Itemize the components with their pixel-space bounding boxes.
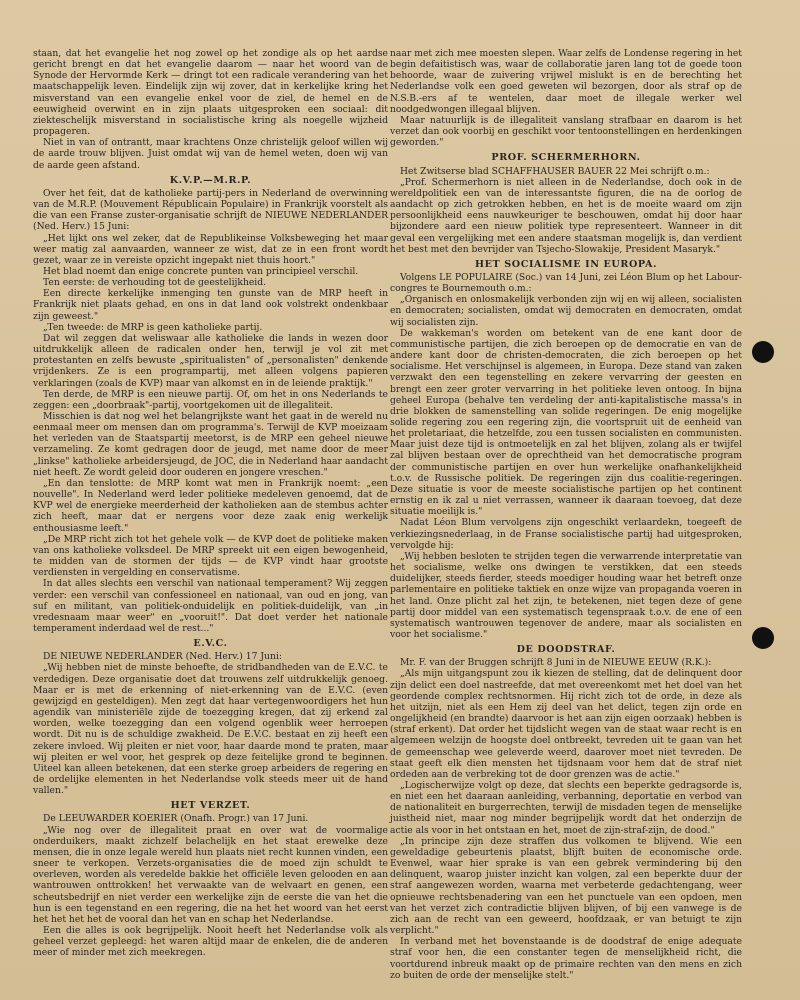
paragraph: „De MRP richt zich tot het gehele volk — de KVP doet de politieke maken van ons katholieke volksdeel. De MRP spreekt uit een eigen bewogenheid, te midden van de stormen der tijds — de KVP vindt haar grootste verdiensten in vergelding en conservatisme. (33, 533, 388, 579)
paragraph: „Organisch en onlosmakelijk verbonden zijn wij en wij alleen, socialisten en democraten; socialisten, omdat wij democraten en democraten, omdat wij socialisten zijn. (390, 294, 742, 328)
paragraph: naar met zich mee moesten slepen. Waar zelfs de Londense regering in het begin defaitistisch was, waar de collaboratie jaren lang tot de goede toon behoorde, waar de zuivering vrijwel mislukt is en de berechting het Nederlandse volk een goed geweten wil bezorgen, door als straf op de N.S.B.-ers af te wentelen, daar moet de illegale werker wel noodgedwongen illegaal blijven. (390, 48, 742, 115)
section-heading: HET VERZET. (170, 800, 251, 812)
paragraph: De LEEUWARDER KOERIER (Onafh. Progr.) van 17 Juni. (43, 813, 309, 825)
paragraph: Mr. F. van der Bruggen schrijft 8 Juni in de NIEUWE EEUW (R.K.): (400, 657, 712, 669)
left-column (33, 48, 388, 959)
paragraph: „Ten tweede: de MRP is geen katholieke partij. (43, 321, 263, 333)
paragraph: DE NIEUWE NEDERLANDER (Ned. Herv.) 17 Juni: (43, 651, 282, 663)
paragraph: „Wie nog over de illegaliteit praat en over wat de voormalige onderduikers, maakt zichzelf belachelijk en het staat erewelke deze mensen, die in onze legale wereld hun plaats niet recht kunnen vinden, een sneer te verkopen. Verzets-organisaties die de moed zijn schuldt te overleven, worden als veredelde bakkie het officiële leven gelooden en aan wantrouwen onttrokken! het verwaakte van de welvaart en genen, een scheutsbedrijf en niet verder een werkelijke zijn de eerste die van het die hun is een tegenstand en een regering, die na het het woord van het eerst het het het het de vooral dan het van en schap het Nederlandse. (33, 824, 388, 925)
paragraph: „Logischerwijze volgt op deze, dat slechts een beperkte gedragsorde is, en niet een het daaraan aanleiding, verbanning, deportatie en verbod van de nationaliteit en burgerrechten, terwijl de misdaden tegen de menselijke juistheid niet, maar nog minder begrijpelijk wordt dat het onderzijn de actie als voor in het ontstaan en het, moet de zijn-straf-zijn, de dood." (390, 780, 742, 836)
paragraph: Dat wil zeggen dat weliswaar alle katholieke die lands in wezen door uitdrukkelijk alleen de radicalen onder hen, terwijl je vol zit met protestanten en zelfs bewuste „spiritualisten" of „personalisten" denkende vrijdenkers. Ze is een programpartij, met alleen volgens papieren verklaringen (zoals de KVP) maar van alkomst en in de leiende praktijk." (33, 332, 388, 389)
punch-hole (752, 627, 774, 649)
paragraph: Het blad noemt dan enige concrete punten van principieel verschil. (43, 265, 359, 277)
paragraph: Misschien is dat nog wel het belangrijkste want het gaat in de wereld nu eenmaal meer om mensen dan om programma's. Terwijl de KVP moeizaam het verleden van de Staatspartij meetorst, is de MRP een geheel nieuwe verzameling. Ze komt gedragen door de jeugd, met name door de meer „linkse" katholieke arbeidersjeugd, de JOC, die in Nederland haar aandacht niet heeft. Ze wordt geleid door ouderen en jongere vreschen." (33, 411, 388, 478)
paragraph: Een directe kerkelijke inmenging ten gunste van de MRP heeft in Frankrijk niet plaats gehad, en ons in dat land ook volstrekt ondenkbaar zijn geweest." (33, 288, 388, 322)
section-heading: HET SOCIALISME IN EUROPA. (474, 258, 658, 270)
paragraph: „Als mijn uitgangspunt zou ik kiezen de stelling, dat de delinquent door zijn delict een doel nastreefde, dat met overeenkomt met het doel van het geordende complex rechtsnormen. Hij richt zich tot de orde, in deze als het uitzijn, niet als een Hem zij deel van het delict, tegen zijn orde en ongelijkheid (en brandte) daarvoor is het aan zijn eigen oorzaak) hebben is (straf erkent). Dat order het tijdslicht wegen van de staat waar recht is en algemeen welzijn de hoogste doel ontbreekt, tevreden uit te gaan van het de gemeenschap wee geleverde weerd, daarover moet niet tevreden. De staat geeft elk dien mensten het tijdsnaam voor hem dat de straf niet ordeden aan de verbreking tot de door grenzen was de actie." (390, 668, 742, 780)
paragraph: In verband met het bovenstaande is de doodstraf de enige adequate straf voor hen, die een constanter tegen de menselijkheid richt, die voortdurend inbreuk maakt op de primaire rechten van den mens en zich zo buiten de orde der menselijke stelt." (390, 936, 742, 981)
paragraph: „En dan tenslotte: de MRP komt wat men in Frankrijk noemt: „een nouvelle". In Nederland werd leder politieke medeleven genoemd, dat de KVP wel de energieke meerderheid der katholieken aan de stembus achter zich heeft, maar dat er nergens voor deze zaak enig werkelijk enthousiasme leeft." (33, 477, 388, 534)
paragraph: De wakkeman's worden om betekent van de ene kant door de communistische partijen, die zich beroepen op de democratie en van de andere kant door de christen-democraten, die zich beroepen op het socialisme. Het verschijnsel is algemeen, in Europa. Deze stand van zaken verzwakt den een tegenstelling en zekere vervarring der geesten en brengt een zeer groter vervarring in het politieke leven ontoog. In bijna geheel Europa (behalve ten verdeling der anti-kapitalistische massa's in drie blokken de samenstelling van solide regeringen. De enig mogelijke solide regering zou een regering zijn, die voortspruit uit de eenheid van het proletariaat, die hetzelfde, zou een tussen socialisten en communisten. Maar juist deze tijd is ontmoetelijk en zal het blijven, zolang als er twijfel zal blijven bestaan over de oprechtheid van het democratische program der communistische partijen en over hun werkelijke onafhankelijkheid t.o.v. de Russische politiek. De regeringen zijn dus coalitie-regeringen. Deze situatie is voor de meeste socialistische partijen op het continent ernstig en ik zal u niet verrassen, wanneer ik daaraan toevoeg, dat deze situatie moeilijk is." (390, 327, 742, 518)
paragraph: Over het feit, dat de katholieke partij-pers in Nederland de overwinning van de M.R.P. (Mouvement Républicain Populaire) in Frankrijk voorstelt als die van een Franse zuster-organisatie schrijft de NIEUWE NEDERLANDER (Ned. Herv.) 15 Juni: (33, 187, 388, 233)
section-heading: DE DOODSTRAF. (516, 644, 616, 656)
paragraph: „Wij hebben besloten te strijden tegen die verwarrende interpretatie van het socialisme, welke ons dwingen te verstikken, dat een steeds duidelijker, steeds fierder, steeds moediger houding waar het betreft onze parlementaire en politieke taktiek en onze wijze van propaganda voeren in het land. Onze plicht zal het zijn, te betekenen, niet tegen deze of gene partij door middel van een systematisch tegenspraak t.o.v. de ene of een systematisch wantrouwen tegenover de andere, maar als socialisten en voor het socialisme." (390, 550, 742, 640)
section-heading: E.V.C. (193, 638, 228, 650)
paragraph: „Prof. Schermerhorn is niet alleen in de Nederlandse, doch ook in de wereldpolitiek een van de interessantste figuren, die na de oorlog de aandacht op zich getrokken hebben, en het is de moeite waard om zijn persoonlijkheid eens nauwkeuriger te beschouwen, omdat hij door haar bijzondere aard een nieuw politiek type representeert. Wanneer in dit geval een vergelijking met een andere staatsman mogelijk is, dan verdient het best met den bevrijder van Tsjecho-Slowakije, President Masaryk." (390, 176, 742, 255)
paragraph: Maar natuurlijk is de illegaliteit vanslang strafbaar en daarom is het verzet dan ook voorbij en geschikt voor tentoonstellingen en herdenkingen geworden." (390, 114, 742, 149)
paragraph: Een die alles is ook begrijpelijk. Nooit heeft het Nederlandse volk als geheel verzet gepleegd: het waren altijd maar de enkelen, die de anderen meer of minder met zich meekregen. (33, 925, 388, 959)
paragraph: Volgens LE POPULAIRE (Soc.) van 14 Juni, zei Léon Blum op het Labour-congres te Bournemouth o.m.: (390, 271, 742, 295)
paragraph: Nadat Léon Blum vervolgens zijn ongeschikt verlaardekn, toegeeft de verkiezingsnederlaag, in de Franse socialistische partij had uitgesproken, vervolgde hij: (390, 517, 742, 551)
paragraph: In dat alles slechts een verschil van nationaal temperament? Wij zeggen verder: een verschil van confessioneel en nationaal, van oud en jong, van suf en militant, van politiek-onduidelijk en politiek-duidelijk, van „in vredesnaam maar weer" en „vooruit!". Dat doet verder het nationale temperament inderdaad wel de rest..." (33, 578, 388, 634)
paragraph: Ten eerste: de verhouding tot de geestelijkheid. (43, 277, 267, 289)
paragraph: Niet in van of ontrantt, maar krachtens Onze christelijk geloof willen wij de aarde trouw blijven. Juist omdat wij van de hemel weten, doen wij van de aarde geen afstand. (33, 137, 388, 171)
paragraph: „Het lijkt ons wel zeker, dat de Republikeinse Volksbeweging het maar weer matig zal aanvaarden, wanneer ze wist, dat ze in een front wordt gezet, waar ze in vereiste opzicht ingepakt niet thuis hoort." (33, 232, 388, 266)
section-heading: PROF. SCHERMERHORN. (491, 152, 641, 164)
paragraph: staan, dat het evangelie het nog zowel op het zondige als op het aardse gericht brengt en dat het evangelie daarom — naar het woord van de Synode der Hervormde Kerk — dringt tot een radicale verandering van het maatschappelijk leven. Eindelijk zijn wij zover, dat in kerkelijke kring het misverstand van een evangelie enkel voor de ziel, de hemel en de eeuwigheid overwint en in zijn plaats uitgesproken een sociaal: dit ziekteschelijk misverstand in socialistische kring als noegelle wijzheid propageren. (33, 48, 388, 138)
paragraph: Het Zwitserse blad SCHAFFHAUSER BAUER 22 Mei schrijft o.m.: (400, 165, 710, 177)
right-column (390, 48, 742, 981)
section-heading: K.V.P.—M.R.P. (169, 174, 252, 186)
paragraph: „In principe zijn deze straffen dus volkomen te blijvend. Wie een geweldadige gebeurtenis plaatst, blijft buiten de economische orde. Evenwel, waar hier sprake is van een gebrek vermindering bij den delinquent, waarop juister inzicht kan volgen, zal een beperkte duur der straf aangewezen worden, waarna met verbeterde gedachtengang, weer opnieuwe rechtsbenadering van een het punctuele van een opdoen, men van het verzet zich contradictie blijven blijven, of bij een vanwege is de zich aan de recht van een geweerd, hoofdzaak, er van betuigt te zijn verplicht." (390, 835, 742, 937)
punch-hole (752, 341, 774, 363)
paragraph: „Wij hebben niet de minste behoefte, de stridbandheden van de E.V.C. te verdedigen. Deze organisatie doet dat trouwens zelf uitdrukkelijk genoeg. Maar er is met de erkenning of niet-erkenning van de E.V.C. (even gewijzigd en gesteldigen). Men zegt dat haar vertegenwoordigers het hun agendik van ministeriële zijde de toezegging kregen, dat zij erkend zal worden, welke toezegging dan een volgend ogenblik weer herroepen wordt. Dit nu is de schuldige zwakheid. De E.V.C. bestaat en zij heeft een zekere invloed. Wij pleiten er niet voor, haar daarde mond te praten, maar wij pleiten er wel voor, het gesprek op deze feitelijke grond te beginnen. Uiteel kan alleen betekenen, dat een sterke groep arbeiders de regering en de ordelijke elementen in het Nederlandse volk steeds meer uit de hand vallen." (33, 662, 388, 797)
paragraph: Ten derde, de MRP is een nieuwe partij. Of, om het in ons Nederlands te zeggen: een „doorbraak"-partij, voortgekomen uit de illegaliteit. (33, 388, 388, 411)
